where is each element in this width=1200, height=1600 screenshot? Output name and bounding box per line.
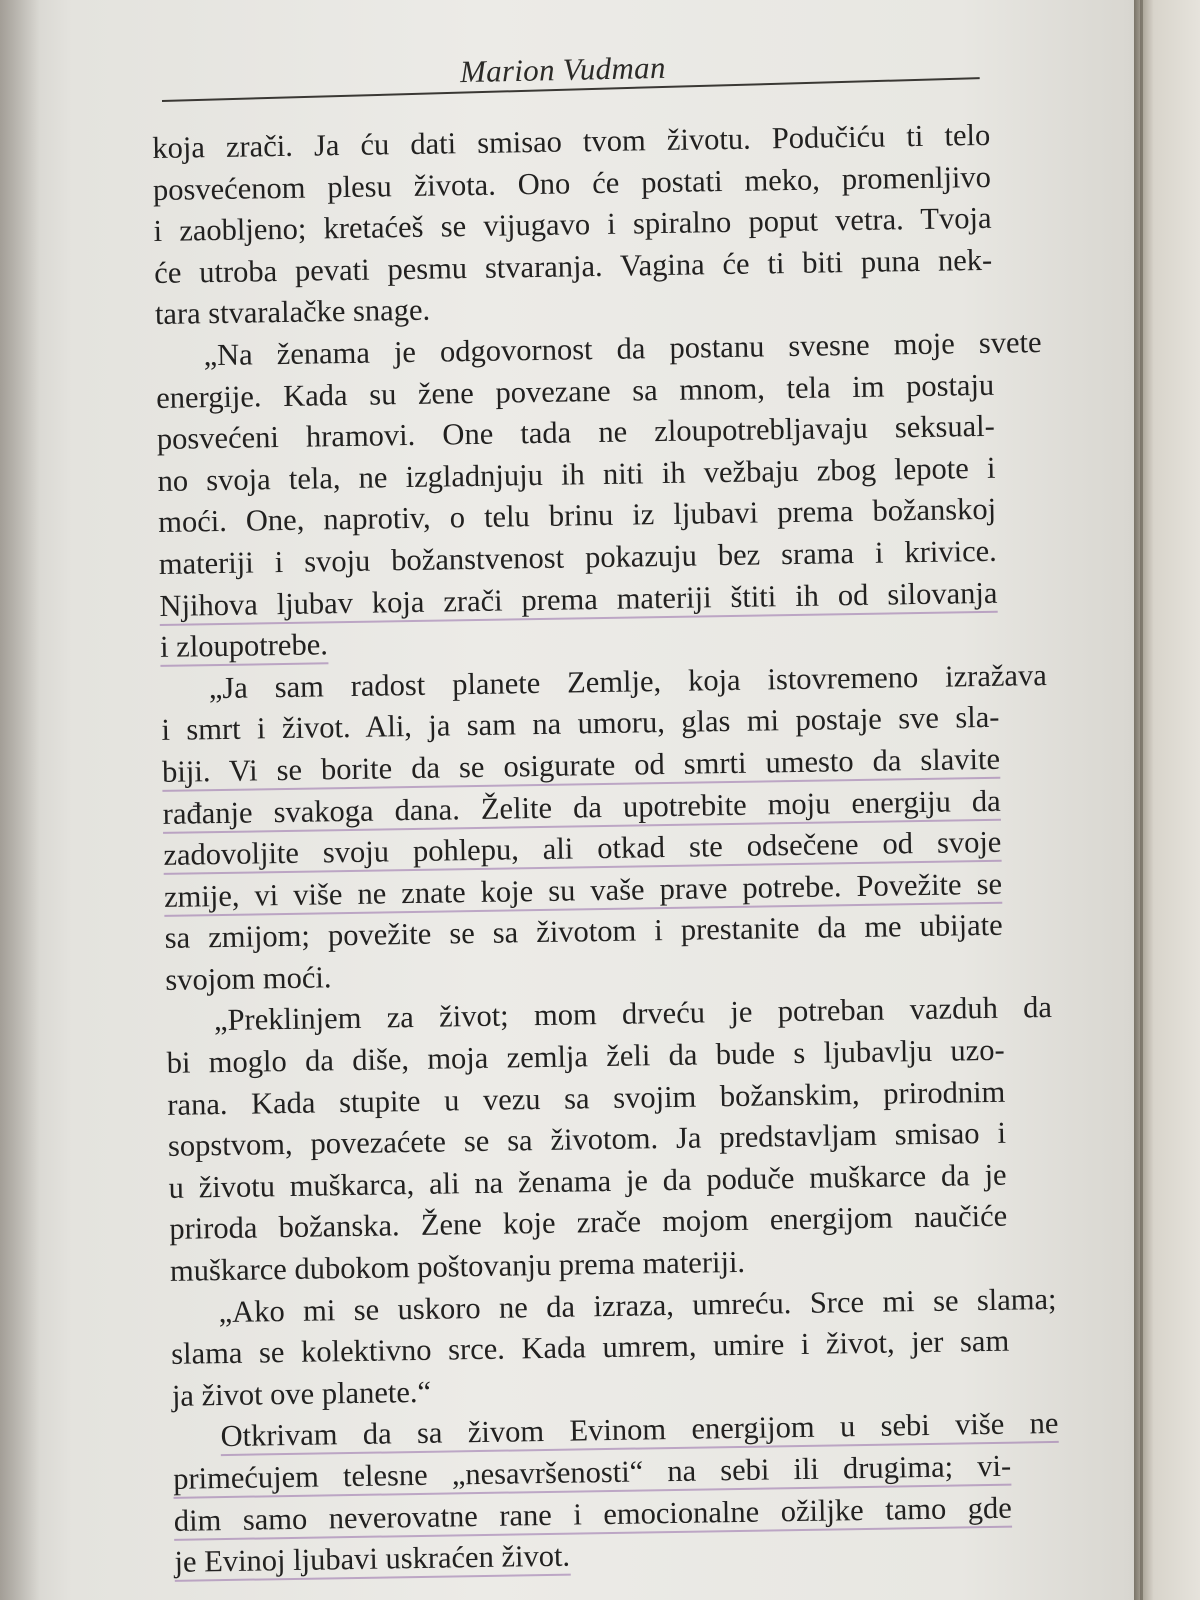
line-text: koja zrači. Ja ću dati smisao tvom životu. Podučiću ti telo [152, 117, 991, 165]
line-text: i smrt i život. Ali, ja sam na umoru, glas mi postaje sve sla- [161, 700, 1000, 748]
line-text: rana. Kada stupite u vezu sa svojim božanskim, prirodnim [167, 1074, 1006, 1122]
underlined-text: zmije, vi više ne znate koje su vaše prave potrebe. Povežite se [164, 866, 1002, 916]
underlined-text: rađanje svakoga dana. Želite da upotrebite moju energiju da [163, 783, 1001, 833]
line-text: „Na ženama je odgovornost da postanu svesne moje svete [203, 325, 1042, 373]
underlined-text: primećujem telesne „nesavršenosti“ na sebi ili drugima; vi- [173, 1449, 1011, 1499]
underlined-text: Njihova ljubav koja zrači prema materiji štiti ih od silovanja [159, 575, 997, 625]
line-text: materiji i svoju božanstvenost pokazuju bez srama i krivice. [158, 533, 998, 581]
line-text: sa zmijom; povežite se sa životom i prestanite da me ubijate [164, 908, 1003, 956]
line-text: priroda božanska. Žene koje zrače mojom energijom naučiće [169, 1199, 1008, 1247]
page-edge [1134, 0, 1200, 1600]
line-text: će utroba pevati pesmu stvaranja. Vagina će ti biti puna nek- [154, 242, 993, 290]
line-text: „Preklinjem za život; mom drveću je potreban vazduh da [213, 990, 1053, 1038]
underlined-text: Otkrivam da sa živom Evinom energijom u sebi više ne [220, 1406, 1058, 1456]
body-text [152, 115, 1059, 1584]
underlined-text: zadovoljite svoju pohlepu, ali otkad ste odsečene od svoje [163, 825, 1001, 875]
underlined-text: dim samo neverovatne rane i emocionalne ožiljke tamo gde [174, 1490, 1012, 1540]
line-text: tara stvaralačke snage. [154, 293, 431, 332]
underlined-text: je Evinoj ljubavi uskraćen život. [174, 1539, 570, 1582]
underlined-text: biji. Vi se borite da se osigurate od smrti umesto da slavite [162, 742, 1000, 792]
line-text: bi moglo da diše, moja zemlja želi da bude s ljubavlju uzo- [166, 1032, 1005, 1080]
line-text: „Ako mi se uskoro ne da izraza, umreću. Srce mi se slama; [218, 1281, 1057, 1329]
line-text: u životu muškarca, ali na ženama je da poduče muškarce da je [168, 1157, 1007, 1205]
line-text: i zaobljeno; kretaćeš se vijugavo i spiralno poput vetra. Tvoja [153, 201, 992, 249]
line-text: posvećeni hramovi. One tada ne zloupotrebljavaju seksual- [156, 408, 996, 457]
underlined-text: i zloupotrebe. [160, 627, 328, 667]
line-text: moći. One, naprotiv, o telu brinu iz ljubavi prema božanskoj [157, 492, 997, 540]
line-text: ja život ove planete.“ [171, 1374, 432, 1413]
running-header-author: Marion Vudman [459, 49, 667, 90]
line-text: „Ja sam radost planete Zemlje, koja istovremeno izražava [208, 657, 1047, 705]
line-text: svojom moći. [165, 960, 332, 997]
line-text: slama se kolektivno srce. Kada umrem, umire i život, jer sam [170, 1323, 1010, 1372]
line-text: posvećenom plesu života. Ono će postati meko, promenljivo [152, 159, 992, 207]
line-text: muškarce dubokom poštovanju prema materiji. [169, 1244, 746, 1288]
line-text: no svoja tela, ne izgladnjuju ih niti ih vežbaju zbog lepote i [157, 450, 996, 498]
binding-shadow [0, 0, 40, 1600]
line-text: energije. Kada su žene povezane sa mnom, tela im postaju [155, 367, 995, 415]
line-text: sopstvom, povezaćete se sa životom. Ja predstavljam smisao i [167, 1115, 1007, 1164]
